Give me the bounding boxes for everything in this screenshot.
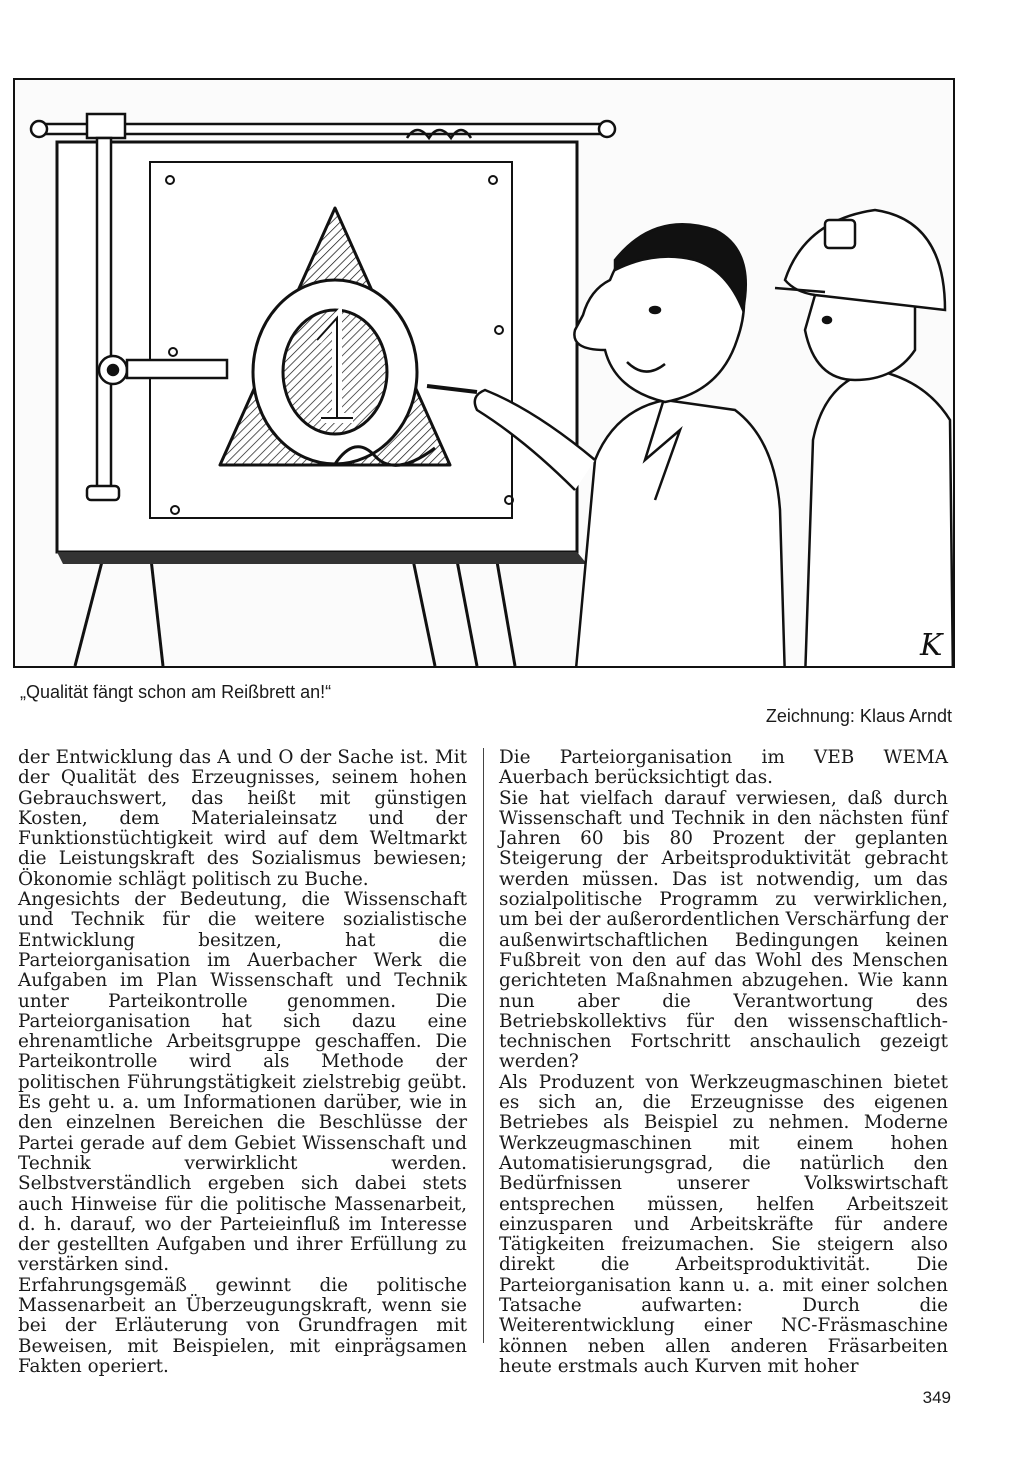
paragraph: Die Parteiorganisation im VEB WEMA Auerbach berücksichtigt das. bbox=[499, 747, 948, 789]
cartoon-illustration bbox=[13, 78, 955, 668]
column-divider bbox=[483, 748, 484, 1343]
paragraph: Sie hat vielfach darauf verwiesen, daß durch Wissenschaft und Technik in den nächsten fünf Jahren 60 bis 80 Prozent der geplanten Steigerung der Arbeitsproduktivität gebracht werden müssen. Das ist notwendig, um das sozialpolitische Programm zu verwirklichen, um bei der außerordentlichen Verschärfung der außenwirtschaftlichen Bedingungen keinen Fußbreit von den auf das Wohl des Menschen gerichteten Maßnahmen abzugehen. Wie kann nun aber die Verantwortung des Betriebskollektivs für den wissenschaftlich-technischen Fortschritt anschaulich gezeigt werden? bbox=[499, 787, 948, 1073]
page-number: 349 bbox=[922, 1388, 951, 1407]
paragraph: Erfahrungsgemäß gewinnt die politische Massenarbeit an Überzeugungskraft, wenn sie bei der Erläuterung von Grundfragen mit Beweisen, mit Beispielen, mit einprägsamen Fakten operiert. bbox=[18, 1274, 467, 1377]
paragraph: Angesichts der Bedeutung, die Wissenschaft und Technik für die weitere sozialistische Entwicklung besitzen, hat die Parteiorganisation im Auerbacher Werk die Aufgaben im Plan Wissenschaft und Technik unter Parteikontrolle genommen. Die Parteiorganisation hat sich dazu eine ehrenamtliche Arbeitsgruppe geschaffen. Die Parteikontrolle wird als Methode der politischen Führungstätigkeit zielstrebig geübt. Es geht u. a. um Informationen darüber, wie in den einzelnen Bereichen die Beschlüsse der Partei gerade auf dem Gebiet Wissenschaft und Technik verwirklicht werden. Selbstverständlich ergeben sich dabei stets auch Hinweise für die politische Massenarbeit, d. h. darauf, wo der Parteieinfluß im Interesse der gestellten Aufgaben und ihrer Erfüllung zu verstärken sind. bbox=[18, 889, 467, 1276]
figure-credit: Zeichnung: Klaus Arndt bbox=[765, 706, 952, 726]
paragraph: Als Produzent von Werkzeugmaschinen bietet es sich an, die Erzeugnisse des eigenen Betriebes als Beispiel zu nehmen. Moderne Werkzeugmaschinen mit einem hohen Automatisierungsgrad, die natürlich den Bedürfnissen unserer Volkswirtschaft entsprechen müssen, helfen Arbeitszeit einzusparen und Arbeitskräfte für andere Tätigkeiten freizumachen. Sie steigern also direkt die Arbeitsproduktivität. Die Parteiorganisation kann u. a. mit einer solchen Tatsache aufwarten: Durch die Weiterentwicklung einer NC-Fräsmaschine können neben allen anderen Fräsarbeiten heute erstmals auch Kurven mit hoher bbox=[499, 1071, 948, 1377]
artist-monogram: K bbox=[920, 628, 943, 663]
easel-legs bbox=[75, 550, 515, 666]
figure-caption: „Qualität fängt schon am Reißbrett an!“ bbox=[20, 682, 332, 702]
woman-with-hardhat-figure bbox=[775, 210, 953, 666]
article-right-column bbox=[499, 748, 948, 1377]
article-left-column bbox=[18, 748, 467, 1377]
paragraph: der Entwicklung das A und O der Sache ist. Mit der Qualität des Erzeugnisses, seinem hohen Gebrauchswert, das heißt mit günstigen Kosten, dem Materialeinsatz und der Funktionstüchtigkeit wird auf dem Weltmarkt die Leistungskraft des Sozialismus bewiesen; Ökonomie schlägt politisch zu Buche. bbox=[18, 747, 467, 890]
